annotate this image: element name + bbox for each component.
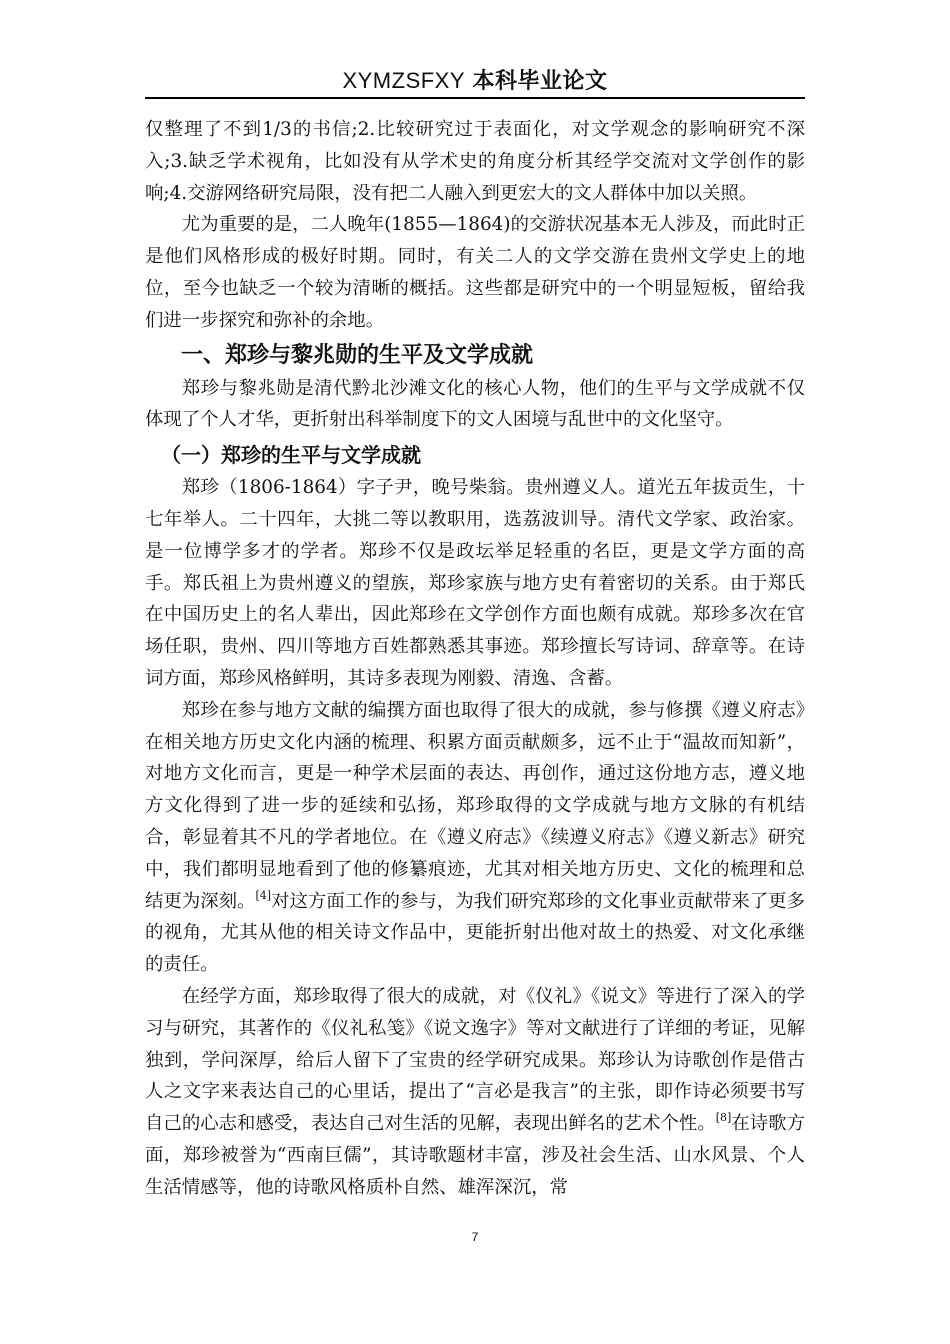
header-divider [145,97,805,99]
paragraph-text: 对这方面工作的参与，为我们研究郑珍的文化事业贡献带来了更多的视角，尤其从他的相关诗文作品中，更能折射出他对故土的热爱、对文化承继的责任。 [145,890,805,976]
paragraph-text: 郑珍在参与地方文献的编撰方面也取得了很大的成就，参与修撰《遵义府志》在相关地方历史文化内涵的梳理、积累方面贡献颇多，远不止于“温故而知新”，对地方文化而言，更是一种学术层面的表达、再创作，通过这份地方志，遵义地方文化得到了进一步的延续和弘扬，郑珍取得的文学成就与地方文脉的有机结合，彰显着其不凡的学者地位。在《遵义府志》《续遵义府志》《遵义新志》研究中，我们都明显地看到了他的修纂痕迹，尤其对相关地方历史、文化的梳理和总结更为深刻。 [145,699,805,912]
page-header [145,66,805,97]
page-number: 7 [471,1230,479,1244]
paragraph-late-years-gap: 尤为重要的是，二人晚年(1855—1864)的交游状况基本无人涉及，而此时正是他们风格形成的极好时期。同时，有关二人的文学交游在贵州文学史上的地位，至今也缺乏一个较为清晰的概括。这些都是研究中的一个明显短板，留给我们进一步探究和弥补的余地。 [145,214,805,331]
paragraph-research-gaps-continued: 仅整理了不到1/3的书信;2.比较研究过于表面化，对文学观念的影响研究不深入;3.缺乏学术视角，比如没有从学术史的角度分析其经学交流对文学创作的影响;4.交游网络研究局限，没有把二人融入到更宏大的文人群体中加以关照。 [145,119,805,204]
section-heading: 一、郑珍与黎兆勋的生平及文学成就 [181,342,534,368]
header-document-type: 本科毕业论文 [472,69,608,94]
subsection-heading: （一）郑珍的生平与文学成就 [161,443,421,468]
header-school-code: XYMZSFXY [342,68,466,93]
paragraph-section-intro: 郑珍与黎兆勋是清代黔北沙滩文化的核心人物，他们的生平与文学成就不仅体现了个人才华，更折射出科举制度下的文人困境与乱世中的文化坚守。 [145,377,805,431]
paragraph-classics-and-poetry [145,981,805,1204]
paragraph-zheng-zhen-biography: 郑珍（1806-1864）字子尹，晚号柴翁。贵州遵义人。道光五年拔贡生，十七年举人。二十四年，大挑二等以教职用，选荔波训导。清代文学家、政治家。是一位博学多才的学者。郑珍不仅是政坛举足轻重的名臣，更是文学方面的高手。郑氏祖上为贵州遵义的望族，郑珍家族与地方史有着密切的关系。由于郑氏在中国历史上的名人辈出，因此郑珍在文学创作方面也颇有成就。郑珍多次在官场任职，贵州、四川等地方百姓都熟悉其事迹。郑珍擅长写诗词、辞章等。在诗词方面，郑珍风格鲜明，其诗多表现为刚毅、清逸、含蓄。 [145,477,805,689]
paragraph-text: 在诗歌方面，郑珍被誉为“西南巨儒”，其诗歌题材丰富，涉及社会生活、山水风景、个人生活情感等，他的诗歌风格质朴自然、雄浑深沉，常 [145,1113,805,1198]
citation-reference: [4] [255,888,272,902]
paragraph-text: 在经学方面，郑珍取得了很大的成就，对《仪礼》《说文》等进行了深入的学习与研究，其著作的《仪礼私笺》《说文逸字》等对文献进行了详细的考证，见解独到，学问深厚，给后人留下了宝贵的经学研究成果。郑珍认为诗歌创作是借古人之文字来表达自己的心里话，提出了“言必是我言”的主张，即作诗必须要书写自己的心志和感受，表达自己对生活的见解，表现出鲜名的艺术个性。 [145,985,805,1135]
paragraph-local-gazetteer [145,695,805,981]
citation-reference: [8] [715,1111,732,1125]
page-body [145,114,805,1204]
